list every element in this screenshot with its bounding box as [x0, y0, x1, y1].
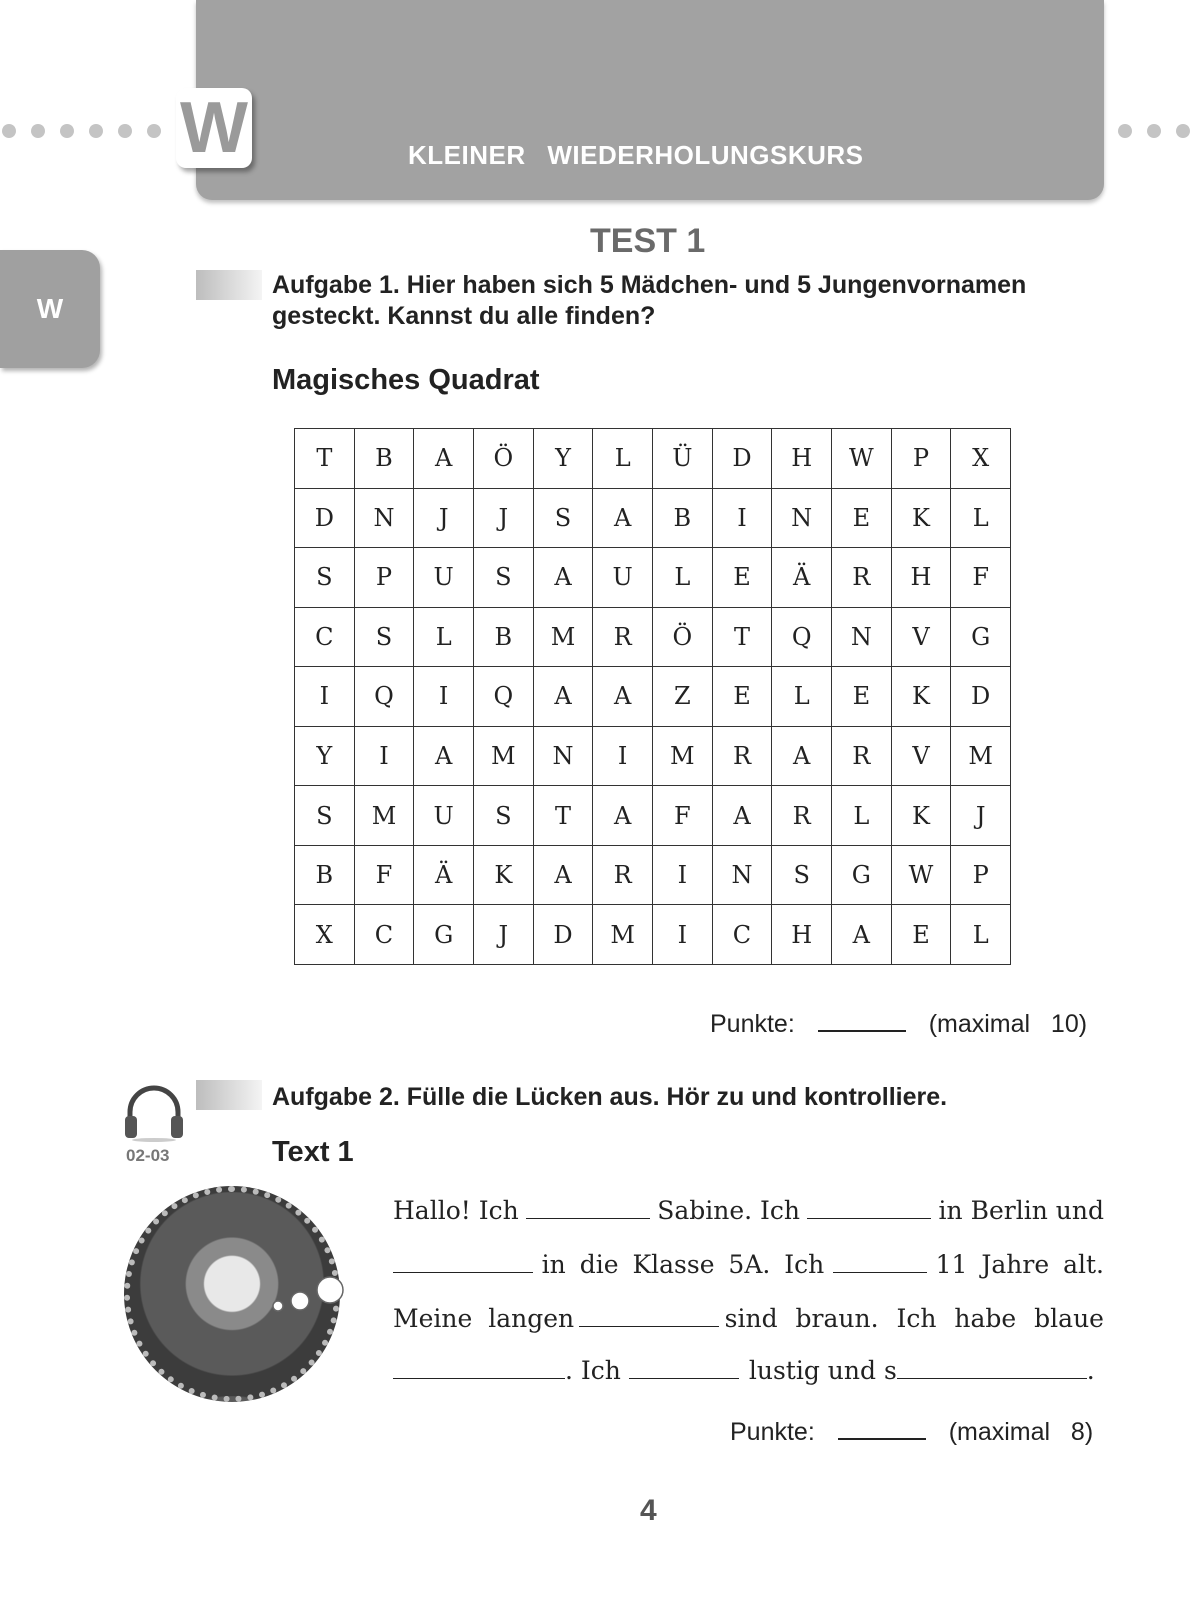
grid-cell[interactable]: X: [951, 429, 1011, 489]
text-line-1: [393, 1196, 1104, 1225]
grid-cell[interactable]: J: [414, 489, 474, 549]
text-segment: Meine langen: [393, 1304, 575, 1333]
fill-blank[interactable]: [807, 1198, 931, 1219]
grid-cell[interactable]: J: [474, 905, 534, 965]
grid-cell[interactable]: G: [832, 846, 892, 906]
task1-line2: gesteckt. Kannst du alle finden?: [272, 302, 656, 330]
grid-cell[interactable]: M: [355, 786, 415, 846]
grid-cell[interactable]: A: [772, 727, 832, 787]
grid-cell[interactable]: I: [653, 846, 713, 906]
grid-cell[interactable]: A: [593, 489, 653, 549]
test-title: TEST 1: [590, 222, 706, 260]
grid-cell[interactable]: A: [593, 786, 653, 846]
grid-cell[interactable]: K: [892, 786, 952, 846]
grid-cell[interactable]: S: [474, 548, 534, 608]
grid-cell[interactable]: C: [355, 905, 415, 965]
grid-cell[interactable]: K: [892, 489, 952, 549]
grid-cell[interactable]: A: [534, 667, 594, 727]
magic-square-grid: [294, 428, 1011, 965]
points-label: Punkte:: [730, 1418, 815, 1446]
grid-cell[interactable]: U: [414, 548, 474, 608]
grid-cell[interactable]: Z: [653, 667, 713, 727]
fill-blank[interactable]: [833, 1252, 927, 1273]
grid-cell[interactable]: L: [951, 905, 1011, 965]
grid-cell[interactable]: N: [355, 489, 415, 549]
grid-cell[interactable]: V: [892, 608, 952, 668]
grid-cell[interactable]: A: [713, 786, 773, 846]
grid-cell[interactable]: S: [295, 548, 355, 608]
grid-cell[interactable]: W: [832, 429, 892, 489]
grid-cell[interactable]: S: [474, 786, 534, 846]
task1-instructions: [272, 270, 1112, 332]
grid-cell[interactable]: H: [892, 548, 952, 608]
points-label: Punkte:: [710, 1010, 795, 1038]
points-blank[interactable]: [818, 1030, 906, 1032]
points-max: (maximal 8): [948, 1418, 1094, 1446]
grid-cell[interactable]: E: [832, 667, 892, 727]
task1-points: [710, 1010, 1087, 1039]
grid-cell[interactable]: D: [713, 429, 773, 489]
grid-cell[interactable]: I: [414, 667, 474, 727]
grid-cell[interactable]: S: [295, 786, 355, 846]
grid-cell[interactable]: L: [832, 786, 892, 846]
grid-cell[interactable]: B: [295, 846, 355, 906]
grid-cell[interactable]: N: [772, 489, 832, 549]
headphones-icon: [122, 1080, 186, 1142]
decorative-dots-left: [2, 124, 161, 138]
grid-cell[interactable]: R: [713, 727, 773, 787]
task2-instructions: Aufgabe 2. Fülle die Lücken aus. Hör zu und kontrolliere.: [272, 1083, 948, 1111]
grid-cell[interactable]: A: [414, 727, 474, 787]
grid-cell[interactable]: A: [534, 846, 594, 906]
grid-cell[interactable]: Q: [772, 608, 832, 668]
text-line-3: [393, 1304, 1104, 1333]
header-title: KLEINER WIEDERHOLUNGSKURS: [408, 140, 864, 170]
grid-cell[interactable]: S: [534, 489, 594, 549]
grid-cell[interactable]: I: [593, 727, 653, 787]
grid-cell[interactable]: G: [414, 905, 474, 965]
text-segment: 11 Jahre alt.: [935, 1250, 1104, 1279]
grid-cell[interactable]: H: [772, 905, 832, 965]
grid-cell[interactable]: Ü: [653, 429, 713, 489]
grid-cell[interactable]: S: [355, 608, 415, 668]
grid-cell[interactable]: M: [653, 727, 713, 787]
grid-cell[interactable]: L: [593, 429, 653, 489]
grid-cell[interactable]: B: [355, 429, 415, 489]
text-line-4: [393, 1356, 1104, 1385]
fill-blank[interactable]: [393, 1252, 533, 1273]
text-segment: Hallo! Ich: [393, 1196, 519, 1225]
fill-blank[interactable]: [393, 1358, 565, 1379]
grid-cell[interactable]: L: [772, 667, 832, 727]
task2-points: [730, 1418, 1093, 1447]
grid-cell[interactable]: G: [951, 608, 1011, 668]
task1-subtitle: Magisches Quadrat: [272, 364, 540, 396]
text-segment: lustig und s: [748, 1356, 897, 1385]
grid-cell[interactable]: D: [295, 489, 355, 549]
text-segment: Sabine. Ich: [657, 1196, 801, 1225]
grid-cell[interactable]: P: [355, 548, 415, 608]
grid-cell[interactable]: J: [951, 786, 1011, 846]
grid-cell[interactable]: U: [414, 786, 474, 846]
grid-cell[interactable]: P: [892, 429, 952, 489]
grid-cell[interactable]: W: [892, 846, 952, 906]
grid-cell[interactable]: T: [713, 608, 773, 668]
points-blank[interactable]: [838, 1438, 926, 1440]
grid-cell[interactable]: U: [593, 548, 653, 608]
grid-cell[interactable]: Ö: [474, 429, 534, 489]
grid-cell[interactable]: M: [593, 905, 653, 965]
fill-blank[interactable]: [629, 1358, 739, 1379]
points-max: (maximal 10): [928, 1010, 1088, 1038]
text-segment: . Ich: [565, 1356, 621, 1385]
text-segment: sind braun. Ich habe blaue: [724, 1304, 1104, 1333]
grid-cell[interactable]: L: [653, 548, 713, 608]
grid-cell[interactable]: F: [653, 786, 713, 846]
grid-cell[interactable]: R: [832, 727, 892, 787]
task-marker: [196, 1080, 262, 1110]
fill-blank[interactable]: [897, 1358, 1087, 1379]
task-marker: [196, 270, 262, 300]
text-segment: in Berlin und: [938, 1196, 1104, 1225]
grid-cell[interactable]: I: [355, 727, 415, 787]
grid-cell[interactable]: P: [951, 846, 1011, 906]
grid-cell[interactable]: Ä: [414, 846, 474, 906]
grid-cell[interactable]: H: [772, 429, 832, 489]
grid-cell[interactable]: D: [951, 667, 1011, 727]
task2-subtitle: Text 1: [272, 1136, 354, 1168]
grid-cell[interactable]: N: [832, 608, 892, 668]
grid-cell[interactable]: M: [534, 608, 594, 668]
grid-cell[interactable]: R: [593, 608, 653, 668]
grid-cell[interactable]: R: [593, 846, 653, 906]
grid-cell[interactable]: C: [295, 608, 355, 668]
grid-cell[interactable]: I: [295, 667, 355, 727]
grid-cell[interactable]: L: [951, 489, 1011, 549]
grid-cell[interactable]: A: [593, 667, 653, 727]
fill-blank[interactable]: [526, 1198, 650, 1219]
grid-cell[interactable]: A: [832, 905, 892, 965]
grid-cell[interactable]: V: [892, 727, 952, 787]
grid-cell[interactable]: A: [414, 429, 474, 489]
grid-cell[interactable]: Y: [295, 727, 355, 787]
grid-cell[interactable]: E: [832, 489, 892, 549]
grid-cell[interactable]: J: [474, 489, 534, 549]
decorative-dots-right: [1118, 124, 1190, 138]
text-segment: .: [1086, 1356, 1095, 1385]
section-badge: W: [176, 88, 252, 168]
thought-bubble-icon: [270, 1274, 346, 1318]
grid-cell[interactable]: Ä: [772, 548, 832, 608]
grid-cell[interactable]: K: [892, 667, 952, 727]
grid-cell[interactable]: E: [713, 548, 773, 608]
fill-blank[interactable]: [579, 1306, 719, 1327]
grid-cell[interactable]: N: [534, 727, 594, 787]
grid-cell[interactable]: B: [653, 489, 713, 549]
grid-cell[interactable]: L: [414, 608, 474, 668]
grid-cell[interactable]: K: [474, 846, 534, 906]
grid-cell[interactable]: B: [474, 608, 534, 668]
grid-cell[interactable]: T: [534, 786, 594, 846]
page-number: 4: [640, 1494, 657, 1527]
task1-line1: Aufgabe 1. Hier haben sich 5 Mädchen- und 5 Jungenvornamen: [272, 271, 1027, 299]
grid-cell[interactable]: Ö: [653, 608, 713, 668]
grid-cell[interactable]: X: [295, 905, 355, 965]
audio-track-label: 02-03: [126, 1146, 170, 1165]
side-tab: W: [0, 250, 100, 368]
grid-cell[interactable]: T: [295, 429, 355, 489]
text-segment: in die Klasse 5A. Ich: [541, 1250, 825, 1279]
grid-cell[interactable]: Q: [355, 667, 415, 727]
grid-cell[interactable]: C: [713, 905, 773, 965]
grid-cell[interactable]: M: [474, 727, 534, 787]
grid-cell[interactable]: Y: [534, 429, 594, 489]
grid-cell[interactable]: D: [534, 905, 594, 965]
grid-cell[interactable]: Q: [474, 667, 534, 727]
grid-cell[interactable]: R: [832, 548, 892, 608]
grid-cell[interactable]: N: [713, 846, 773, 906]
grid-cell[interactable]: E: [713, 667, 773, 727]
grid-cell[interactable]: I: [713, 489, 773, 549]
grid-cell[interactable]: I: [653, 905, 713, 965]
grid-cell[interactable]: M: [951, 727, 1011, 787]
grid-cell[interactable]: A: [534, 548, 594, 608]
grid-cell[interactable]: R: [772, 786, 832, 846]
grid-cell[interactable]: E: [892, 905, 952, 965]
text-line-2: [393, 1250, 1104, 1279]
grid-cell[interactable]: F: [951, 548, 1011, 608]
grid-cell[interactable]: F: [355, 846, 415, 906]
grid-cell[interactable]: S: [772, 846, 832, 906]
